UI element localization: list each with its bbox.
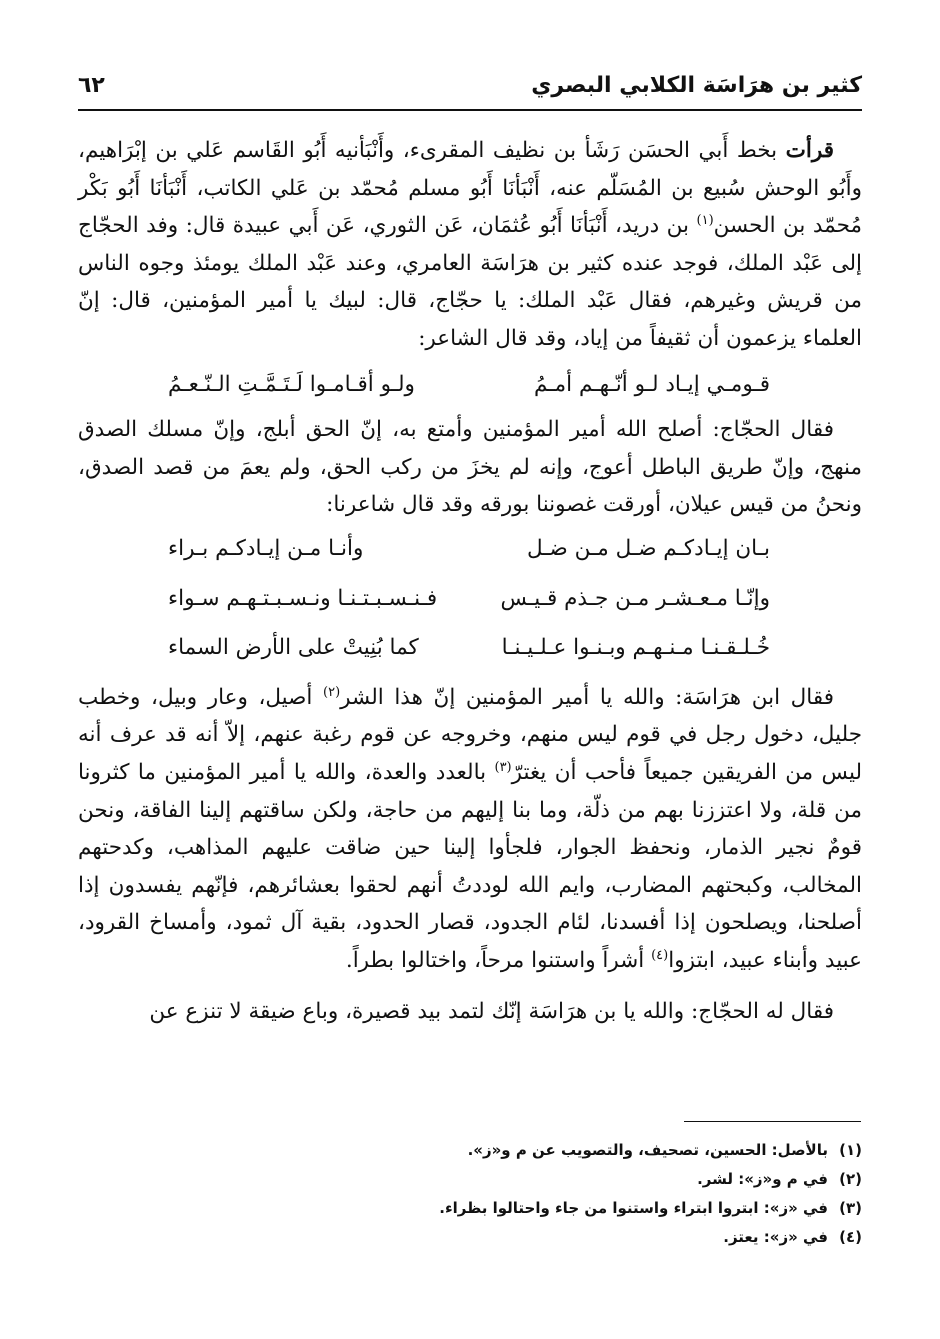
paragraph-2: فقال الحجّاج: أصلح الله أمير المؤمنين وأمتع به، إنّ الحق أبلج، وإنّ مسلك الصدق منهج، وإنّ طريق الباطل أعوج، وإنه لم يخزَ من ركب الحق، ولم يعمَ من قصد الصدق، ونحنُ من قيس عيلان، أورقت غصوننا بورقه وقد قال شاعرنا:	[78, 417, 862, 518]
footnote-number: (٢)	[839, 1170, 862, 1188]
verse-3-first-hemistich: وإنّـا مـعـشـر مـن جـذم قـيـس	[500, 585, 770, 611]
footnote-number: (١)	[839, 1141, 862, 1159]
footnote-number: (٤)	[839, 1228, 862, 1246]
verse-line-3	[78, 580, 862, 618]
paragraph-4: فقال له الحجّاج: والله يا بن هرَاسَة إنّك لتمد بيد قصيرة، وباع ضيقة لا تنزع عن	[149, 999, 834, 1025]
footnote-ref-2[interactable]: (٢)	[323, 684, 341, 700]
header-rule	[78, 109, 862, 111]
footnote-ref-3[interactable]: (٣)	[494, 759, 512, 775]
verse-line-2	[78, 530, 862, 568]
paragraph-3-text-d: أشراً واستنوا مرحاً، واختالوا بطراً.	[345, 947, 652, 973]
verse-2-second-hemistich: وأنـا مـن إيـادكـم بـراء	[168, 535, 364, 561]
verse-1-first-hemistich: قـومـي إيـاد لـو أنّـهـم أمـمُ	[534, 371, 770, 397]
verse-2-first-hemistich: بـان إيـادكـم ضـل مـن ضـل	[526, 535, 770, 561]
footnote-2	[78, 1165, 862, 1194]
verse-3-second-hemistich: فـنـسـبـتـنـا ونـسـبـتـهـم سـواء	[168, 585, 438, 611]
running-title: كثير بن هرَاسَة الكلابي البصري	[531, 72, 862, 98]
verse-line-1	[78, 366, 862, 404]
paragraph-1-text-cont: بن دريد، أَنْبَأنَا أَبُو عُثمَان، عَن الثوري، عَن أَبي عبيدة قال: وفد الحجّاج إلى عَبْد الملك، فوجد عنده كثير بن هرَاسَة العامري، وعند عَبْد الملك يومئذ وجوه الناس من قريش وغيرهم، فقال عَبْد الملك: يا حجّاج، قال: لبيك يا أمير المؤمنين، قال: إنّ العلماء يزعمون أن ثقيفاً من إياد، وقد قال الشاعر:	[78, 213, 862, 351]
footnote-4	[78, 1223, 862, 1252]
footnote-text: في «ز»: ابتروا ابتراء واستنوا من جاء واحتالوا بظراء.	[439, 1199, 828, 1217]
page-number: ٦٢	[78, 72, 105, 98]
paragraph-3-text-b: أصيل، وعار وبيل، وخطب جليل، دخول رجل في قوم ليس منهم، وخروجه عن قوم رغبة عنهم، إلاّ أنه قد عرف أنه ليس من الفريقين جميعاً فأحب أن يغترّ	[78, 684, 862, 785]
verse-4-second-hemistich: كما بُنِيتْ على الأرض السماء	[168, 635, 419, 661]
main-text	[78, 132, 862, 1031]
verse-line-4	[78, 629, 862, 667]
verse-4-first-hemistich: خُـلـقـنـا مـنـهـم وبـنـوا عـلـيـنـا	[501, 635, 770, 661]
paragraph-3-text-a: فقال ابن هرَاسَة: والله يا أمير المؤمنين إنّ هذا الشر	[340, 684, 834, 710]
paragraph-3	[78, 679, 862, 980]
footnote-number: (٣)	[839, 1199, 862, 1217]
footnotes	[78, 1136, 862, 1252]
footnote-text: بالأصل: الحسين، تصحيف، والتصويب عن م و«ز».	[467, 1141, 828, 1159]
footnote-3	[78, 1194, 862, 1223]
verse-1-second-hemistich: ولـو أقـامـوا لَـتَـمَّـتِ الـنّـعـمُ	[168, 371, 415, 397]
footnote-text: في «ز»: يعتز.	[723, 1228, 828, 1246]
footnote-text: في م و«ز»: لشر.	[697, 1170, 828, 1188]
footnote-1	[78, 1136, 862, 1165]
paragraph-1	[78, 132, 862, 358]
footnote-ref-4[interactable]: (٤)	[651, 947, 669, 963]
running-header	[78, 62, 862, 108]
paragraph-1-text: بخط أَبي الحسَن رَشَأ بن نظيف المقرىء، وأَنْبَأنيه أَبُو القَاسم عَلي بن إبْرَاهيم، وأَبُو الوحش سُبيع بن المُسَلّم عنه، أَنْبَأنَا أَبُو مسلم مُحمّد بن عَلي الكاتب، أَنْبَأنَا أَبُو بَكْر مُحمّد بن الحسن	[78, 138, 862, 239]
poem-block	[78, 530, 862, 667]
footnote-rule	[684, 1121, 861, 1122]
paragraph-3-text-c: بالعدد والعدة، والله يا أمير المؤمنين ما كثرونا من قلة، ولا اعتززنا بهم من ذلّة، وما بنا إليهم من حاجة، ولكن ساقتهم إلينا الفاقة، ونحن قومٌ نجير الذمار، ونحفظ الجوار، فلجأوا إلينا حين ضاقت عليهم المذاهب، وكدحتهم المخالب، وكبحتهم المضارب، وايم الله لوددتُ أنهم لحقوا بعشائرهم، فإنّهم يفسدون إذا أصلحنا، ويصلحون إذا أفسدنا، لئام الجدود، قصار الحدود، بقية آل ثمود، وأمساخ القرود، عبيد وأبناء عبيد، ابتزوا	[78, 759, 862, 973]
paragraph-lead-word: قرأت	[785, 138, 834, 163]
footnote-ref-1[interactable]: (١)	[696, 213, 714, 229]
